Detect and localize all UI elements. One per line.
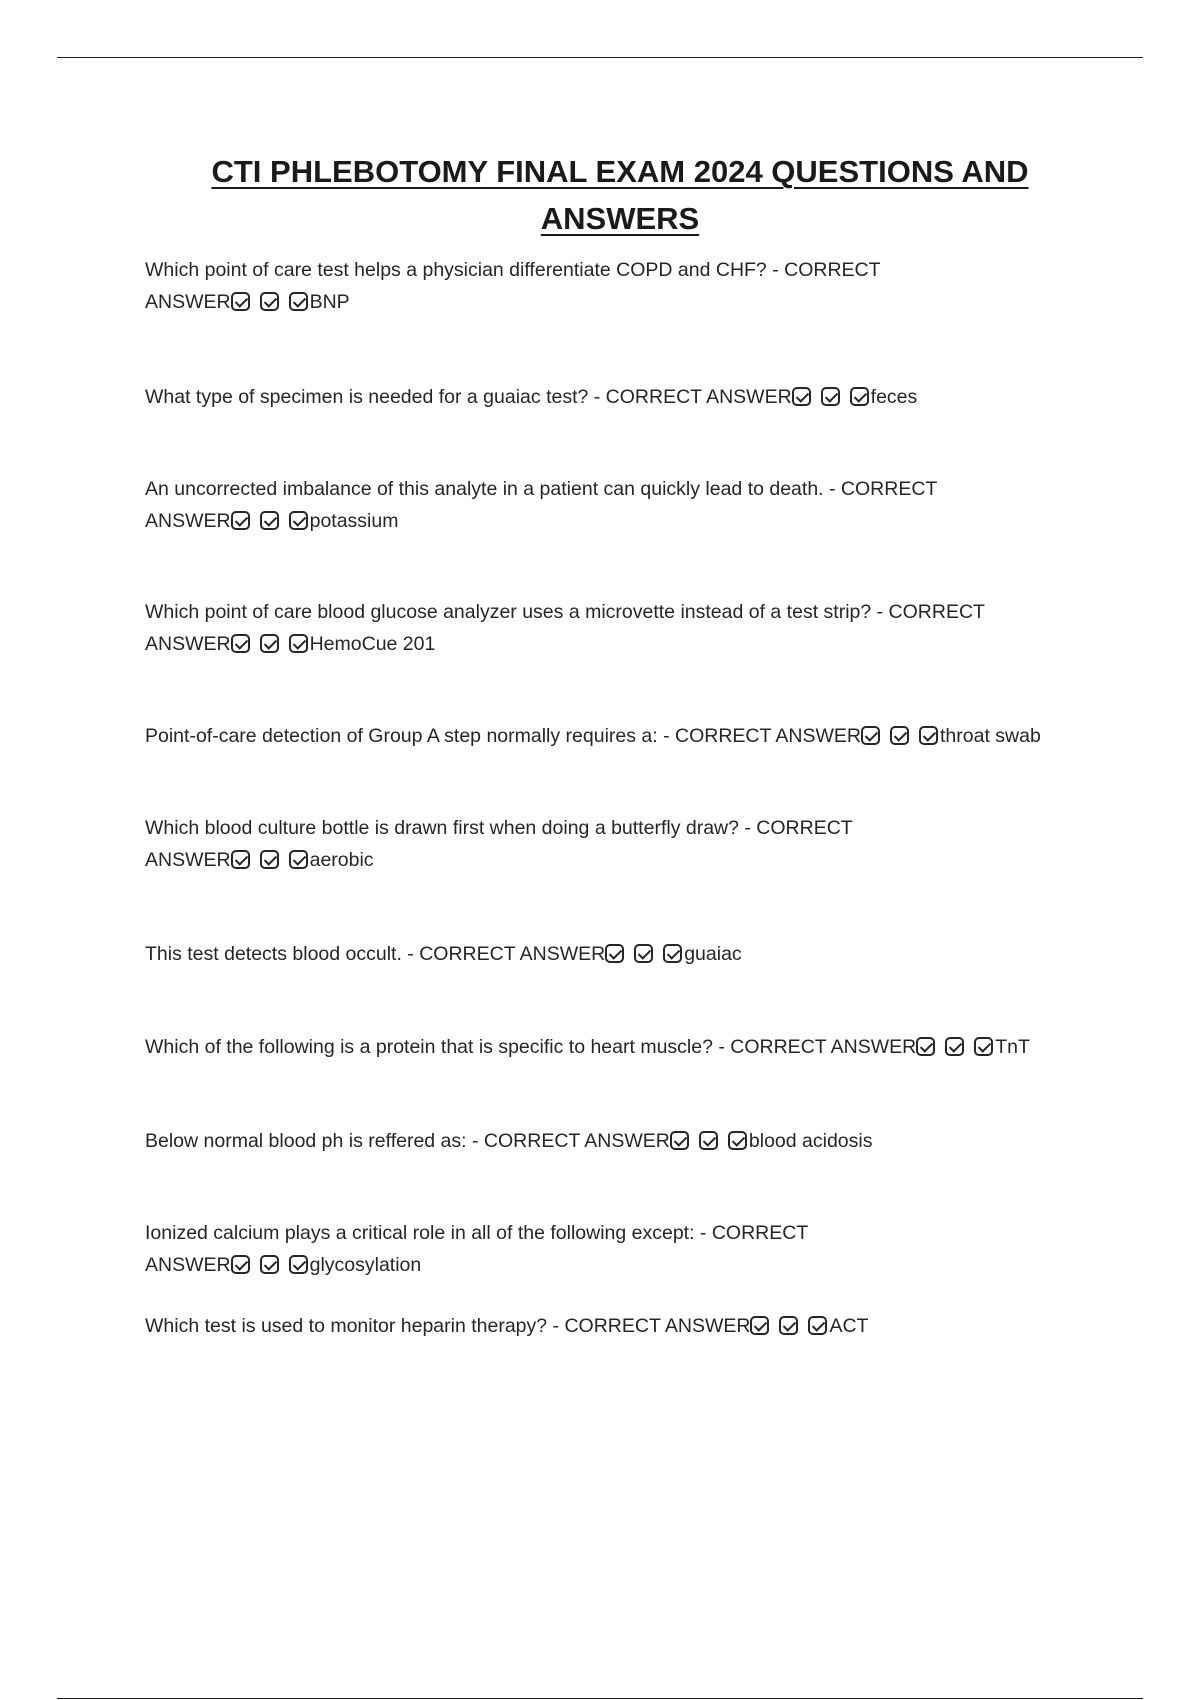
bottom-rule: [57, 1698, 1143, 1699]
answer-text: guaiac: [684, 943, 742, 965]
answer-text: aerobic: [309, 849, 374, 871]
checkbox-icon: [945, 1037, 964, 1056]
qa-item: [145, 596, 1080, 660]
top-rule: [57, 57, 1143, 58]
checkbox-icon: [289, 511, 308, 530]
answer-prefix: This test detects blood occult. - CORRECT ANSWER: [145, 943, 606, 965]
answer-text: TnT: [995, 1036, 1030, 1058]
qa-item: [145, 1125, 1080, 1157]
checkbox-icon: [670, 1131, 689, 1150]
answer-prefix: What type of specimen is needed for a guaiac test? - CORRECT ANSWER: [145, 386, 792, 408]
checkbox-icon: [779, 1316, 798, 1335]
checkbox-icon: [289, 634, 308, 653]
answer-text: blood acidosis: [748, 1130, 873, 1152]
answer-prefix: Which of the following is a protein that is specific to heart muscle? - CORRECT ANSWER: [145, 1036, 917, 1058]
answer-prefix: ANSWER: [145, 633, 231, 655]
answer-prefix: ANSWER: [145, 1254, 231, 1276]
answer-text: glycosylation: [309, 1254, 422, 1276]
answer-prefix: Below normal blood ph is reffered as: - CORRECT ANSWER: [145, 1130, 670, 1152]
checkbox-icon: [231, 634, 250, 653]
checkbox-icon: [260, 634, 279, 653]
checkbox-icon: [919, 726, 938, 745]
qa-item: [145, 812, 1080, 876]
qa-item: [145, 381, 1080, 413]
answer-text: feces: [870, 386, 918, 408]
checkbox-icon: [974, 1037, 993, 1056]
checkbox-icon: [231, 511, 250, 530]
checkbox-icon: [231, 292, 250, 311]
checkbox-icon: [605, 944, 624, 963]
question-text: Which blood culture bottle is drawn first when doing a butterfly draw? - CORRECT: [145, 817, 853, 839]
checkbox-icon: [808, 1316, 827, 1335]
question-text: Which point of care blood glucose analyzer uses a microvette instead of a test strip? - CORRECT: [145, 601, 985, 623]
qa-item: [145, 1031, 1080, 1063]
checkbox-icon: [289, 292, 308, 311]
answer-prefix: ANSWER: [145, 291, 231, 313]
qa-item: [145, 938, 1080, 970]
checkbox-icon: [890, 726, 909, 745]
answer-text: potassium: [309, 510, 399, 532]
checkbox-icon: [289, 1255, 308, 1274]
checkbox-icon: [916, 1037, 935, 1056]
checkbox-icon: [289, 850, 308, 869]
answer-prefix: Which test is used to monitor heparin therapy? - CORRECT ANSWER: [145, 1315, 751, 1337]
question-text: Ionized calcium plays a critical role in all of the following except: - CORRECT: [145, 1222, 809, 1244]
qa-item: [145, 1217, 1080, 1281]
answer-text: HemoCue 201: [309, 633, 436, 655]
answer-prefix: ANSWER: [145, 849, 231, 871]
qa-item: [145, 1310, 1080, 1342]
page-title: CTI PHLEBOTOMY FINAL EXAM 2024 QUESTIONS AND ANSWERS: [211, 154, 1029, 236]
answer-text: BNP: [309, 291, 350, 313]
checkbox-icon: [699, 1131, 718, 1150]
checkbox-icon: [663, 944, 682, 963]
checkbox-icon: [260, 292, 279, 311]
checkbox-icon: [750, 1316, 769, 1335]
qa-item: [145, 254, 1080, 318]
checkbox-icon: [850, 387, 869, 406]
checkbox-icon: [792, 387, 811, 406]
qa-item: [145, 720, 1080, 752]
checkbox-icon: [861, 726, 880, 745]
answer-text: ACT: [829, 1315, 869, 1337]
checkbox-icon: [821, 387, 840, 406]
checkbox-icon: [231, 850, 250, 869]
answer-prefix: ANSWER: [145, 510, 231, 532]
checkbox-icon: [728, 1131, 747, 1150]
checkbox-icon: [260, 1255, 279, 1274]
checkbox-icon: [634, 944, 653, 963]
checkbox-icon: [231, 1255, 250, 1274]
answer-text: throat swab: [940, 725, 1041, 747]
question-text: Which point of care test helps a physician differentiate COPD and CHF? - CORRECT: [145, 259, 881, 281]
checkbox-icon: [260, 850, 279, 869]
question-text: An uncorrected imbalance of this analyte in a patient can quickly lead to death. - CORRECT: [145, 478, 938, 500]
checkbox-icon: [260, 511, 279, 530]
answer-prefix: Point-of-care detection of Group A step normally requires a: - CORRECT ANSWER: [145, 725, 862, 747]
qa-item: [145, 473, 1080, 537]
